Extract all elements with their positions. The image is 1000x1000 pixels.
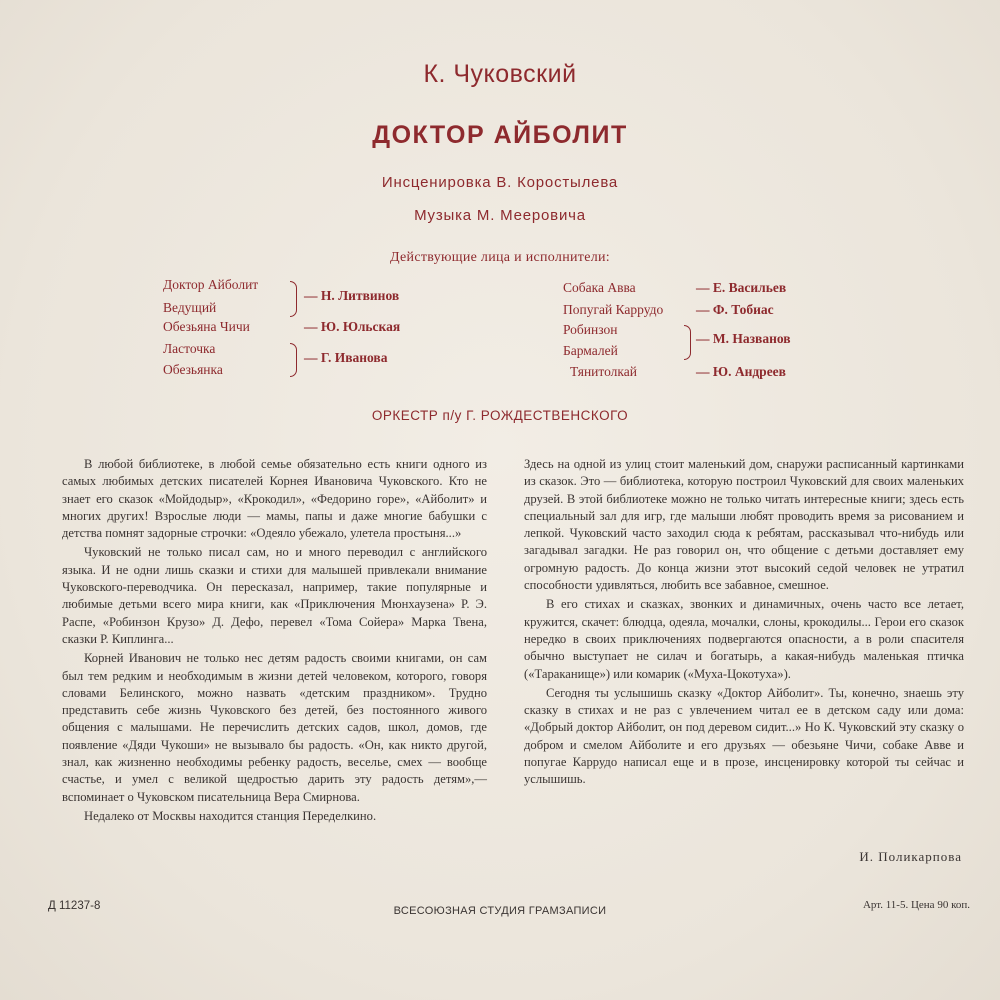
orchestra-credit: ОРКЕСТР п/у Г. РОЖДЕСТВЕНСКОГО [371, 408, 629, 423]
article-paragraph: Сегодня ты услышишь сказку «Доктор Айболит». Ты, конечно, знаешь эту сказку в стихах и не раз с увлечением читал ее в детском саду или дома: «Добрый доктор Айболит, он под деревом сидит...» Но К. Чуковский эту сказку о добром и смелом Айболите и его друзьях — обезьяне Чичи, собаке Авве и попугае Каррудо написал еще и в прозе, инсценировку которой ты сейчас и услышишь. [524, 685, 964, 787]
article-column-left [62, 456, 487, 827]
author-name: К. Чуковский [423, 60, 577, 88]
cast-performer: — Ф. Тобиас [696, 302, 774, 317]
article-signature: И. Поликарпова [859, 849, 962, 864]
cast-performer: — Г. Иванова [304, 350, 388, 365]
cast-performer: — Ю. Юльская [304, 319, 401, 334]
cast-role: Собака Авва [563, 280, 636, 295]
cast-brace [290, 343, 297, 377]
cast-role: Ведущий [163, 300, 217, 315]
cast-role: Обезьяна Чичи [163, 319, 250, 334]
cast-performer: — Е. Васильев [696, 280, 787, 295]
article-paragraph: В любой библиотеке, в любой семье обязательно есть книги одного из самых любимых детских писателей Корнея Ивановича Чуковского. Кто не знает его сказок «Мойдодыр», «Крокодил», «Федорино горе», «Айболит» и многих других! Взрослые люди — мамы, папы и даже многие бабушки с детства помнят задорные строчки: «Одеяло убежало, улетела простыня...» [62, 457, 487, 541]
cast-role: Попугай Каррудо [563, 302, 664, 317]
article-paragraph: Чуковский не только писал сам, но и много переводил с английского языка. И не одни лишь сказки и стихи для малышей привлекали внимание Чуковского-переводчика. Он пересказал, например, такие популярные и любимые детьми всего мира книги, как «Приключения Мюнхаузена» Р. Э. Распе, «Робинзон Крузо» Д. Дефо, перевел «Тома Сойера» Марка Твена, сказки Р. Киплинга... [62, 545, 487, 646]
cast-performer: — Ю. Андреев [696, 364, 786, 379]
cast-performer: — М. Названов [696, 331, 791, 346]
article-column-right [524, 456, 964, 791]
cast-role: Ласточка [163, 341, 216, 356]
catalog-number: Д 11237-8 [48, 900, 101, 912]
cast-role: Доктор Айболит [163, 277, 259, 292]
price-label: Арт. 11-5. Цена 90 коп. [862, 899, 970, 911]
music-credit: Музыка М. Мееровича [414, 207, 586, 224]
article-paragraph: Недалеко от Москвы находится станция Переделкино. [84, 808, 377, 823]
staging-credit: Инсценировка В. Коростылева [381, 174, 619, 191]
cast-role: Бармалей [563, 343, 618, 358]
article-paragraph: Корней Иванович не только нес детям радость своими книгами, он сам был тем редким и необходимым в жизни детей человеком, которого, говоря словами Белинского, можно назвать «детским праздником». Трудно представить себе жизнь Чуковского без детей, без постоянного живого общения с малышами. Не перечислить детских садов, школ, домов, где появление «Дяди Чукоши» не вызывало бы радость. «Он, как никто другой, знал, как жизненно необходимы ребенку радость, веселье, смех — вообще счастье, и умел с великой щедростью дарить эту радость детям»,— вспоминает о Чуковском писательница Вера Смирнова. [62, 651, 487, 804]
cast-performer: — Н. Литвинов [304, 288, 400, 303]
cast-brace [684, 325, 691, 360]
cast-role: Робинзон [563, 322, 618, 337]
article-paragraph: Здесь на одной из улиц стоит маленький дом, снаружи расписанный картинками из сказок. Это — библиотека, которую построил Чуковский для своих маленьких друзей. В этой библиотеке можно не только читать интересные книги; здесь есть специальный зал для игр, где малыши любят проводить время за рисованием и лепкой. Чуковский часто заходил сюда к ребятам, рассказывал что-нибудь или загадывал загадки. Не раз говорил он, что общение с детьми доставляет ему огромную радость. До конца жизни этот высокий седой человек не утратил способности удивляться, любить все забавное, смешное. [524, 457, 964, 593]
article-paragraph: В его стихах и сказках, звонких и динамичных, очень часто все летает, кружится, скачет: блюдца, одеяла, мочалки, слоны, крокодилы... Герои его сказок нередко в своих приключениях подвергаются опасности, а в роли спасителя обычно выступает не силач и богатырь, а какая-нибудь маленькая птичка («Тараканище») или комарик («Муха-Цокотуха»). [524, 597, 964, 681]
studio-name: ВСЕСОЮЗНАЯ СТУДИЯ ГРАМЗАПИСИ [393, 905, 607, 917]
cast-heading: Действующие лица и исполнители: [390, 250, 610, 265]
cast-brace [290, 281, 297, 317]
cast-role: Тянитолкай [570, 364, 637, 379]
record-title: ДОКТОР АЙБОЛИТ [372, 121, 628, 149]
cast-role: Обезьянка [163, 362, 223, 377]
